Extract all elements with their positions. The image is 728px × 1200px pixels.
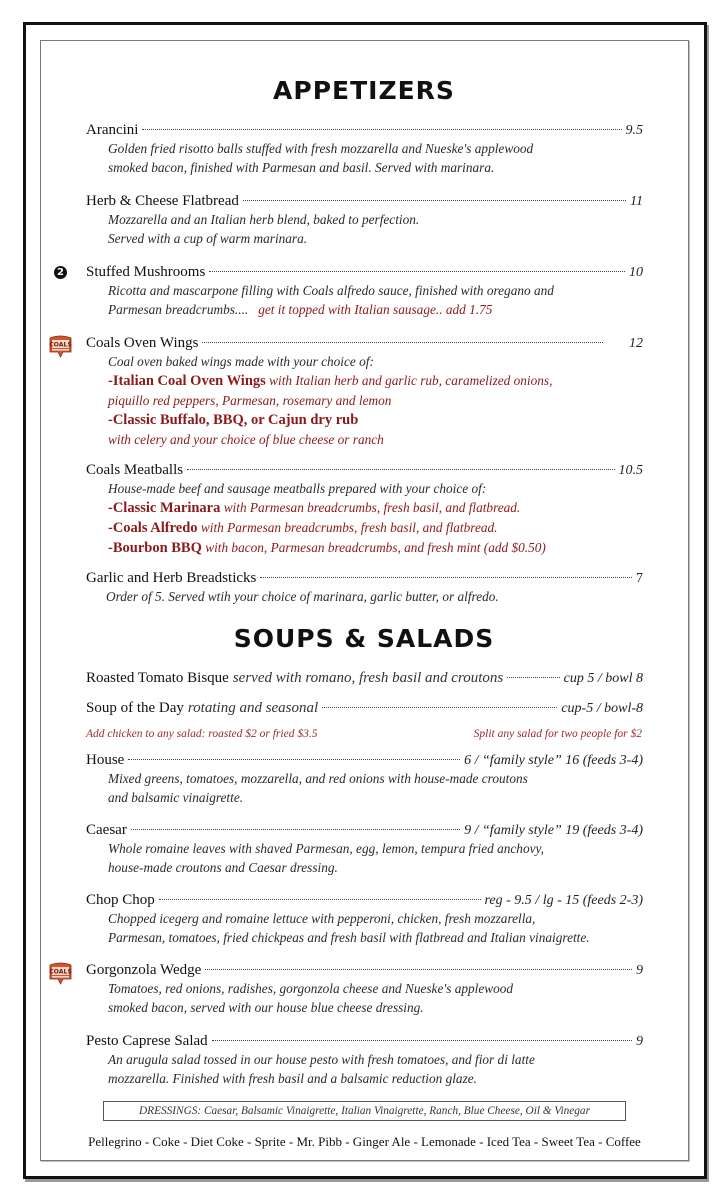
dressings-box: DRESSINGS: Caesar, Balsamic Vinaigrette, Italian Vinaigrette, Ranch, Blue Cheese, Oil & Vinegar [103, 1101, 626, 1121]
menu-item-pesto-caprese [86, 1032, 643, 1088]
salad-note-chicken: Add chicken to any salad: roasted $2 or fried $3.5 [86, 728, 318, 740]
item-description: Ricotta and mascarpone filling with Coals alfredo sauce, finished with oregano and [108, 283, 554, 298]
menu-item-coals-meatballs [86, 461, 643, 558]
dot-leader [322, 707, 557, 708]
option-label: -Italian Coal Oven Wings [108, 373, 266, 389]
addon-note: get it topped with Italian sausage.. add 1.75 [258, 302, 493, 317]
dot-leader [205, 969, 632, 970]
menu-item-flatbread [86, 192, 643, 248]
item-price: 9 / “family style” 19 (feeds 3-4) [464, 823, 643, 838]
soups-salads-heading: SOUPS & SALADS [233, 624, 495, 653]
menu-item-stuffed-mushrooms [86, 263, 643, 319]
menu-item-tomato-bisque [86, 669, 643, 687]
option-label: -Coals Alfredo [108, 520, 198, 536]
item-name: Soup of the Day [86, 700, 184, 716]
option-label: -Bourbon BBQ [108, 540, 202, 556]
option-detail: with Italian herb and garlic rub, caramelized onions, [269, 373, 553, 388]
dot-leader [507, 677, 559, 678]
item-price: cup 5 / bowl 8 [563, 671, 643, 686]
salad-note-split: Split any salad for two people for $2 [473, 728, 642, 740]
option-detail: piquillo red peppers, Parmesan, rosemary and lemon [108, 393, 392, 408]
menu-item-caesar-salad [86, 821, 643, 877]
item-description: Order of 5. Served wtih your choice of marinara, garlic butter, or alfredo. [106, 589, 499, 604]
dot-leader [209, 271, 625, 272]
item-price: 10.5 [618, 463, 643, 478]
option-detail: with Parmesan breadcrumbs, fresh basil, and flatbread. [200, 520, 498, 535]
item-description: Parmesan, tomatoes, fried chickpeas and fresh basil with flatbread and Italian vinaigrette. [108, 930, 590, 945]
coals-logo-icon [48, 962, 73, 986]
dot-leader [131, 829, 460, 830]
item-description: Parmesan breadcrumbs.... [108, 302, 249, 317]
item-description: Mixed greens, tomatoes, mozzarella, and red onions with house-made croutons [108, 771, 528, 786]
item-description: smoked bacon, served with our house blue cheese dressing. [108, 1000, 424, 1015]
item-price: reg - 9.5 / lg - 15 (feeds 2-3) [484, 893, 643, 908]
dot-leader [260, 577, 632, 578]
item-description: House-made beef and sausage meatballs prepared with your choice of: [108, 481, 487, 496]
item-name: Coals Oven Wings [86, 335, 199, 351]
item-description: Tomatoes, red onions, radishes, gorgonzola cheese and Nueske's applewood [108, 981, 514, 996]
item-description: mozzarella. Finished with fresh basil and a balsamic reduction glaze. [108, 1071, 477, 1086]
item-description: Chopped icegerg and romaine lettuce with pepperoni, chicken, fresh mozzarella, [108, 911, 536, 926]
svg-text:COALS: COALS [49, 968, 72, 976]
item-price: 6 / “family style” 16 (feeds 3-4) [464, 753, 643, 768]
option-detail: with bacon, Parmesan breadcrumbs, and fresh mint (add $0.50) [205, 540, 546, 555]
item-description: Mozzarella and an Italian herb blend, baked to perfection. [108, 212, 420, 227]
item-price: 9 [636, 963, 643, 978]
item-price: 9 [636, 1034, 643, 1049]
dot-leader [243, 200, 626, 201]
item-name: Roasted Tomato Bisque [86, 670, 229, 686]
coals-logo-icon [48, 335, 73, 359]
item-description: and balsamic vinaigrette. [108, 790, 244, 805]
item-name: Arancini [86, 122, 139, 138]
item-price: 10 [629, 265, 643, 280]
item-name: Chop Chop [86, 892, 155, 908]
svg-text:COALS: COALS [49, 341, 72, 349]
appetizers-heading: APPETIZERS [273, 76, 455, 105]
item-name: House [86, 752, 125, 768]
item-name: Coals Meatballs [86, 462, 184, 478]
menu-item-soup-of-the-day [86, 699, 643, 717]
item-price: 11 [630, 194, 643, 209]
option-label: -Classic Buffalo, BBQ, or Cajun dry rub [108, 412, 359, 428]
menu-item-arancini [86, 121, 643, 177]
item-description: Coal oven baked wings made with your choice of: [108, 354, 374, 369]
item-price: 9.5 [625, 123, 643, 138]
menu-item-breadsticks [86, 569, 643, 606]
item-name: Caesar [86, 822, 127, 838]
option-detail: with Parmesan breadcrumbs, fresh basil, and flatbread. [223, 500, 521, 515]
number-two-badge-icon: 2 [54, 266, 67, 279]
dot-leader [212, 1040, 632, 1041]
item-name: Gorgonzola Wedge [86, 962, 202, 978]
item-description: An arugula salad tossed in our house pesto with fresh tomatoes, and fior di latte [108, 1052, 535, 1067]
dot-leader [187, 469, 614, 470]
dot-leader [159, 899, 481, 900]
drinks-list: Pellegrino - Coke - Diet Coke - Sprite - Mr. Pibb - Ginger Ale - Lemonade - Iced Tea - Sweet Tea - Coffee [88, 1134, 641, 1149]
option-label: -Classic Marinara [108, 500, 221, 516]
item-name: Herb & Cheese Flatbread [86, 193, 239, 209]
dot-leader [128, 759, 460, 760]
item-description: Whole romaine leaves with shaved Parmesan, egg, lemon, tempura fried anchovy, [108, 841, 544, 856]
menu-item-house-salad [86, 751, 643, 807]
item-description: Served with a cup of warm marinara. [108, 231, 308, 246]
item-name: Pesto Caprese Salad [86, 1033, 208, 1049]
menu-item-gorgonzola-wedge [86, 961, 643, 1017]
menu-item-chop-chop [86, 891, 643, 947]
option-detail: with celery and your choice of blue cheese or ranch [108, 432, 384, 447]
menu-item-coals-oven-wings [86, 334, 643, 449]
item-price: cup-5 / bowl-8 [561, 701, 643, 716]
dot-leader [202, 342, 603, 343]
item-price: 7 [636, 571, 643, 586]
item-name: Garlic and Herb Breadsticks [86, 570, 257, 586]
dot-leader [142, 129, 621, 130]
item-price: 12 [629, 336, 643, 351]
item-description: house-made croutons and Caesar dressing. [108, 860, 338, 875]
item-subtitle: rotating and seasonal [187, 700, 319, 716]
item-name: Stuffed Mushrooms [86, 264, 206, 280]
item-description: smoked bacon, finished with Parmesan and basil. Served with marinara. [108, 160, 495, 175]
item-description: Golden fried risotto balls stuffed with fresh mozzarella and Nueske's applewood [108, 141, 534, 156]
item-subtitle: served with romano, fresh basil and croutons [232, 670, 504, 686]
